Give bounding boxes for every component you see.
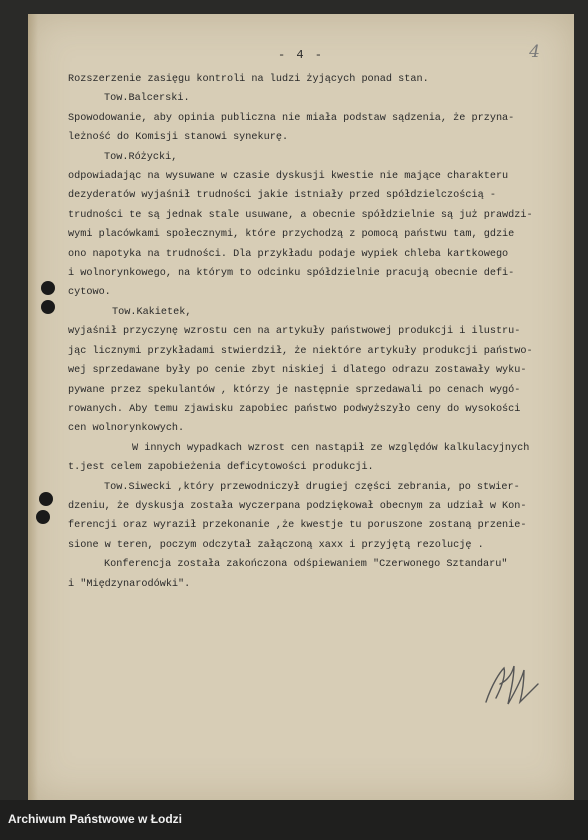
punch-hole: [41, 300, 55, 314]
text-line: wej sprzedawane były po cenie zbyt niskiej i dlatego odrazu zostawały wyku-: [68, 365, 527, 377]
text-line: Konferencja została zakończona odśpiewaniem "Czerwonego Sztandaru": [104, 559, 508, 571]
punch-hole: [36, 510, 50, 524]
paper-edge: [28, 14, 38, 800]
text-line: dzeniu, że dyskusja została wyczerpana podziękował obecnym za udział w Kon-: [68, 500, 527, 512]
text-line: Rozszerzenie zasięgu kontroli na ludzi żyjących ponad stan.: [68, 74, 429, 85]
page-number: - 4 -: [277, 48, 324, 62]
text-line: jąc licznymi przykładami stwierdził, że niektóre artykuły produkcji państwo-: [68, 345, 533, 357]
text-line: sione w teren, poczym odczytał załączoną xaxx i przyjętą rezolucję .: [68, 539, 484, 551]
speaker-name: Tow.Siwecki ,który przewodniczył drugiej części zebrania, po stwier-: [104, 481, 520, 493]
text-line: Spowodowanie, aby opinia publiczna nie miała podstaw sądzenia, że przyna-: [68, 112, 515, 124]
pencil-page-mark: 4: [529, 42, 540, 62]
text-line: i "Międzynarodówki".: [68, 578, 191, 590]
text-line: leżność do Komisji stanowi synekurę.: [68, 132, 289, 144]
text-line: wymi placówkami społecznymi, które przychodzą z pomocą państwu tam, gdzie: [68, 229, 515, 241]
text-line: cytowo.: [68, 287, 111, 299]
text-line: rowanych. Aby temu zjawisku zapobiec państwo podwyższyło ceny do wysokości: [68, 403, 521, 415]
text-line: i wolnorynkowego, na którym to odcinku spółdzielnie pracują obecnie defi-: [68, 268, 515, 280]
speaker-name: Tow.Balcerski.: [104, 93, 190, 105]
speaker-name: Tow.Różycki,: [104, 151, 178, 163]
text-line: cen wolnorynkowych.: [68, 423, 185, 435]
archive-footer: [0, 800, 588, 840]
punch-hole: [39, 492, 53, 506]
handwritten-signature: [478, 654, 548, 714]
text-line: odpowiadając na wysuwane w czasie dyskusji kwestie nie mające charakteru: [68, 171, 509, 183]
speaker-name: Tow.Kakietek,: [112, 306, 192, 318]
text-line: ferencji oraz wyraził przekonanie ,że kwestje tu poruszone zostaną przenie-: [68, 520, 527, 532]
text-line: ono napotyka na trudności. Dla przykładu podaje wypiek chleba kartkowego: [68, 248, 509, 260]
document-page: [28, 14, 574, 800]
text-line: t.jest celem zapobieżenia deficytowości produkcji.: [68, 462, 374, 474]
text-line: pywane przez spekulantów , którzy je następnie sprzedawali po cenach wygó-: [68, 384, 521, 396]
text-line: wyjaśnił przyczynę wzrostu cen na artykuły państwowej produkcji i ilustru-: [68, 326, 521, 338]
text-line: trudności te są jednak stale usuwane, a obecnie spółdzielnie są już prawdzi-: [68, 209, 533, 221]
document-body: [68, 70, 548, 594]
archive-name: Archiwum Państwowe w Łodzi: [8, 812, 183, 826]
punch-hole: [41, 281, 55, 295]
text-line: W innych wypadkach wzrost cen nastąpił ze względów kalkulacyjnych: [132, 442, 530, 454]
text-line: dezyderatów wyjaśnił trudności jakie istniały przed spółdzielczością -: [68, 190, 496, 202]
